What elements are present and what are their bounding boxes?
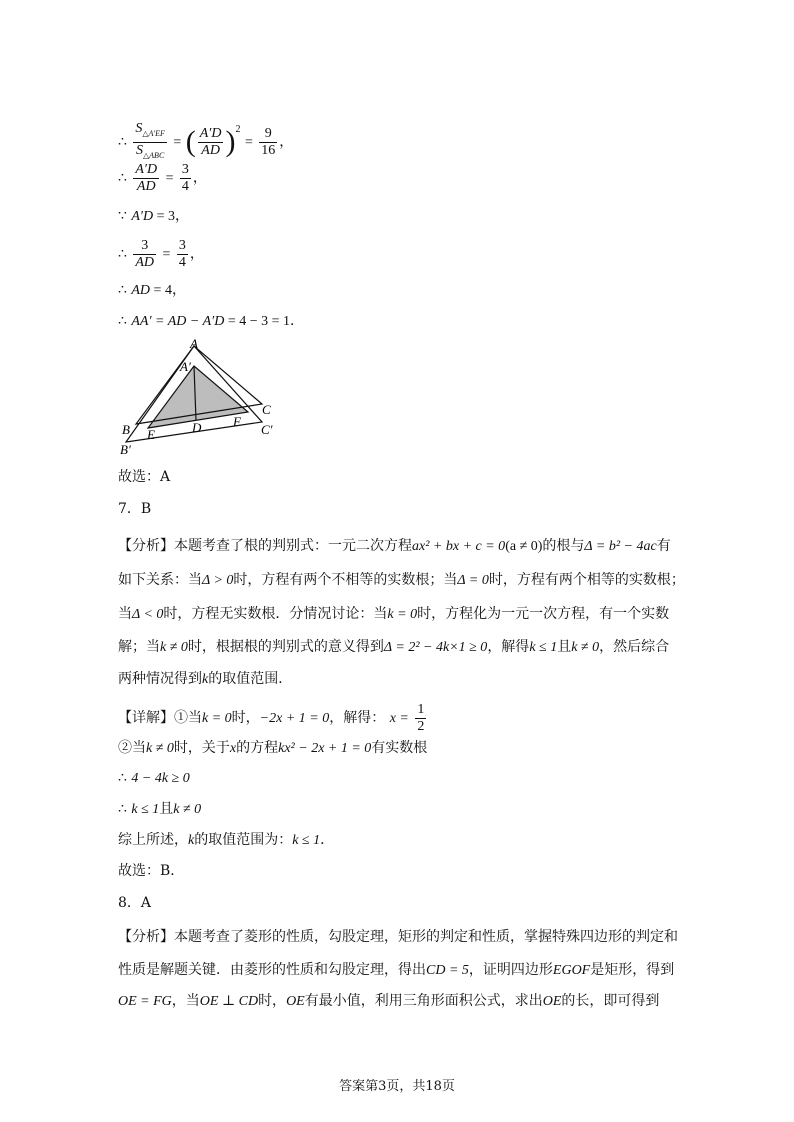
label-A: A [190, 336, 198, 351]
step-ad-value: ∴ AD = 4， [118, 282, 186, 298]
label-C: C [262, 402, 271, 417]
q8-heading: 8．A [118, 895, 152, 911]
q7-analysis-line5: 两种情况得到k的取值范围． [118, 671, 293, 687]
q7-inequality-2: ∴ k ≤ 1且k ≠ 0 [118, 801, 202, 817]
q7-analysis-line4: 解；当k ≠ 0时，根据根的判别式的意义得到Δ = 2² − 4k×1 ≥ 0，解得k ≤ 1且k ≠ 0，然后综合 [118, 639, 670, 655]
q8-analysis-line2: 性质是解题关键．由菱形的性质和勾股定理，得出CD = 5，证明四边形EGOF是矩形，得到 [118, 962, 675, 978]
q7-detail-case2: ②当k ≠ 0时，关于x的方程kx² − 2x + 1 = 0有实数根 [118, 740, 428, 756]
step-length-ratio: ∴ $\frac{A'D}{AD}$ = $\frac{3}{4}$ ， [118, 161, 207, 194]
x-solution-fraction: $\frac{1}{2}$ [417, 701, 425, 734]
page-footer: 答案第3页，共18页 [339, 1079, 455, 1094]
q7-analysis-line3: 当Δ < 0时，方程无实数根．分情况讨论：当k = 0时，方程化为一元一次方程，有一个实数 [118, 606, 670, 622]
label-C-prime: C′ [261, 422, 273, 437]
area-ratio-fraction: $\frac{S_{\triangle A'EF}}{S_{\triangle ABC}}$ [135, 120, 165, 160]
triangle-figure [116, 334, 296, 462]
label-A-prime: A′ [180, 359, 191, 374]
label-E: E [147, 427, 155, 442]
q8-analysis-line1: 【分析】本题考查了菱形的性质，勾股定理，矩形的判定和性质，掌握特殊四边形的判定和 [118, 929, 678, 945]
label-D: D [192, 420, 202, 435]
q7-heading: 7．B [118, 501, 152, 517]
label-F: F [233, 414, 241, 429]
q7-summary: 综上所述，k的取值范围为：k ≤ 1． [118, 832, 335, 848]
label-B: B [122, 422, 130, 437]
step-given-length: ∵ A′D = 3， [118, 208, 190, 224]
result-fraction: $\frac{9}{16}$ [261, 125, 276, 158]
step-aa-value: ∴ AA′ = AD − A′D = 4 − 3 = 1． [118, 313, 305, 329]
label-B-prime: B′ [120, 442, 131, 457]
q7-inequality-1: ∴ 4 − 4k ≥ 0 [118, 770, 190, 786]
choice-q6: 故选：A [118, 469, 171, 485]
q8-analysis-line3: OE = FG，当OE ⊥ CD时，OE有最小值，利用三角形面积公式，求出OE的长，即可得到 [118, 993, 660, 1009]
step-substitute: ∴ $\frac{3}{AD}$ = $\frac{3}{4}$ ， [118, 237, 204, 270]
length-ratio-fraction: $\frac{A'D}{AD}$ [199, 125, 222, 158]
step-ratio-squared: ∴ $\frac{S_{\triangle A'EF}}{S_{\triangle ABC}}$ = ( $\frac{A'D}{AD}$ )$^2$ = $\frac{9}{16}$ ， [118, 112, 293, 163]
q7-choice: 故选：B． [118, 863, 185, 879]
q7-analysis-line1: 【分析】本题考查了根的判别式：一元二次方程ax² + bx + c = 0(a ≠ 0)的根与Δ = b² − 4ac有 [118, 538, 671, 554]
q7-detail-case1: 【详解】①当k = 0时，−2x + 1 = 0，解得： x = $\frac{1}{2}$ [118, 701, 425, 734]
q7-analysis-line2: 如下关系：当Δ > 0时，方程有两个不相等的实数根；当Δ = 0时，方程有两个相等的实数根； [118, 572, 685, 588]
